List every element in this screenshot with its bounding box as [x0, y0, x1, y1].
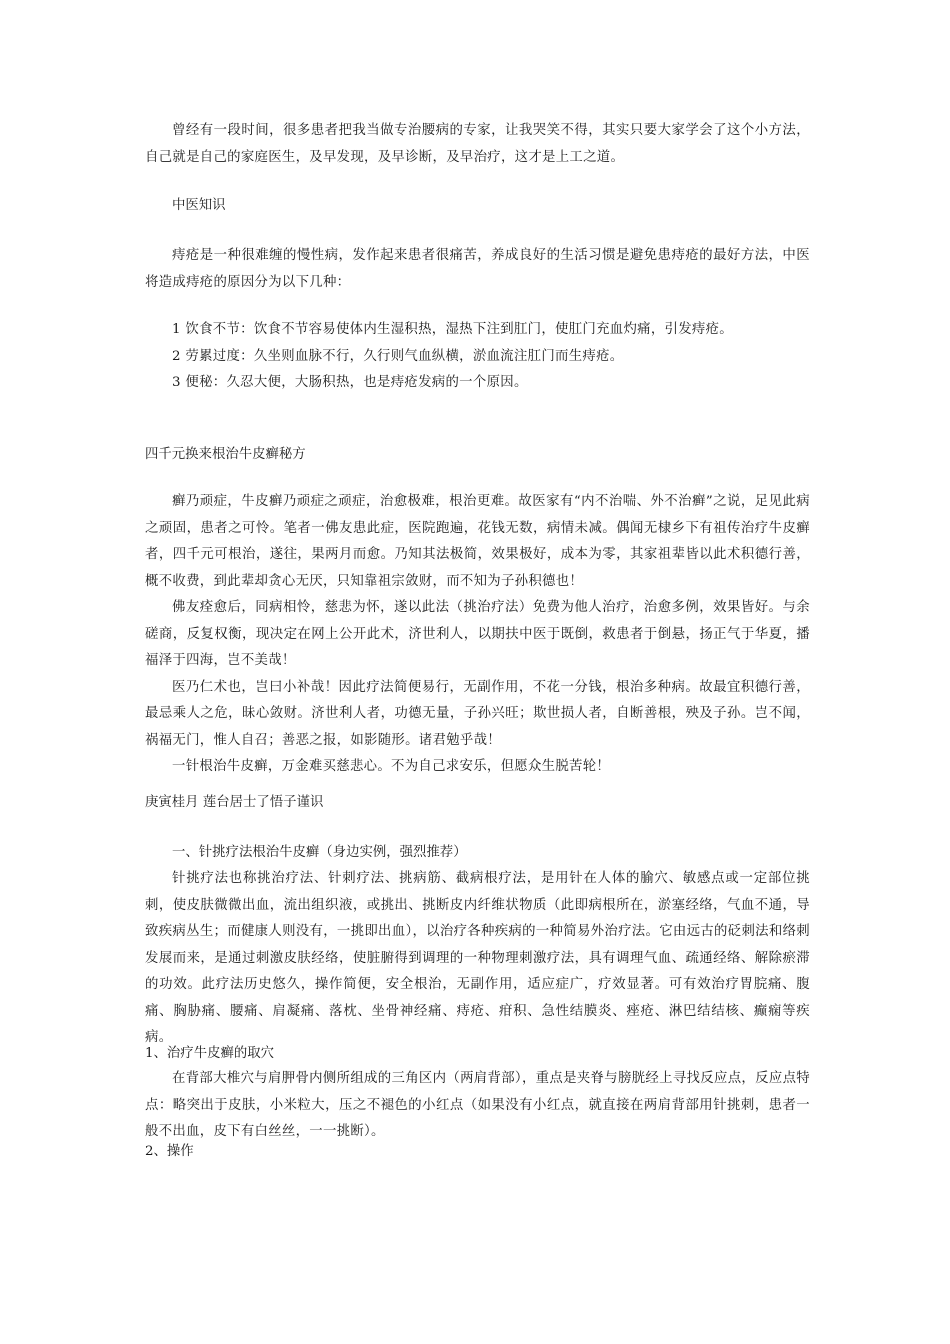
signature: 庚寅桂月 莲台居士了悟子谨识 [145, 795, 324, 810]
secret-paragraph: 一针根治牛皮癣，万金难买慈悲心。不为自己求安乐，但愿众生脱苦轮！ [172, 759, 611, 774]
secret-section [145, 489, 810, 781]
operation-heading: 2、操作 [145, 1144, 194, 1159]
list-item: 3 便秘：久忍大便，大肠积热，也是痔疮发病的一个原因。 [172, 375, 528, 390]
secret-heading: 四千元换来根治牛皮癣秘方 [145, 447, 306, 462]
tcm-paragraph: 痔疮是一种很难缠的慢性病，发作起来患者很痛苦，养成良好的生活习惯是避免患痔疮的最好方法，中医将造成痔疮的原因分为以下几种： [145, 248, 810, 290]
causes-list [145, 317, 810, 397]
secret-paragraph: 医乃仁术也，岂曰小补哉！因此疗法简便易行，无副作用，不花一分钱，根治多种病。故最宜积德行善，最忌乘人之危，昧心敛财。济世利人者，功德无量，子孙兴旺；欺世损人者，自断善根，殃及子孙。岂不闻，祸福无门，惟人自召；善恶之报，如影随形。诸君勉乎哉！ [145, 679, 810, 748]
acupoint-paragraph: 在背部大椎穴与肩胛骨内侧所组成的三角区内（两肩背部），重点是夹脊与膀胱经上寻找反应点，反应点特点：略突出于皮肤，小米粒大，压之不褪色的小红点（如果没有小红点，就直接在两肩背部用针挑刺，患者一般不出血，皮下有白丝丝，一一挑断）。 [145, 1071, 810, 1139]
list-item: 2 劳累过度：久坐则血脉不行，久行则气血纵横，淤血流注肛门而生痔疮。 [172, 348, 624, 364]
list-item: 1 饮食不节：饮食不节容易使体内生湿积热，湿热下注到肛门，使肛门充血灼痛，引发痔疮。 [172, 322, 733, 337]
secret-paragraph: 癣乃顽症，牛皮癣乃顽症之顽症，治愈极难，根治更难。故医家有“内不治喘、外不治癣”之说，足见此病之顽固，患者之可怜。笔者一佛友患此症，医院跑遍，花钱无数，病情未减。偶闻无棣乡下有祖传治疗牛皮癣者，四千元可根治，遂往，果两月而愈。乃知其法极简，效果极好，成本为零，其家祖辈皆以此术积德行善，概不收费，到此辈却贪心无厌，只知靠祖宗敛财，而不知为子孙积德也！ [145, 494, 810, 589]
acupoint-heading: 1、治疗牛皮癣的取穴 [145, 1046, 275, 1061]
secret-paragraph: 佛友痊愈后，同病相怜，慈悲为怀，遂以此法（挑治疗法）免费为他人治疗，治愈多例，效果皆好。与余磋商，反复权衡，现决定在网上公开此术，济世利人，以期扶中医于既倒，救患者于倒悬，扬正气于华夏，播福泽于四海，岂不美哉！ [145, 600, 810, 668]
tcm-heading: 中医知识 [172, 198, 226, 213]
method-paragraph: 针挑疗法也称挑治疗法、针刺疗法、挑病筋、截病根疗法，是用针在人体的腧穴、敏感点或一定部位挑刺，使皮肤微微出血，流出组织液，或挑出、挑断皮内纤维状物质（此即病根所在，淤塞经络，气血不通，导致疾病丛生；而健康人则没有，一挑即出血），以治疗各种疾病的一种简易外治疗法。它由远古的砭刺法和络刺发展而来，是通过刺激皮肤经络，使脏腑得到调理的一种物理刺激疗法，具有调理气血、疏通经络、解除瘀滞的功效。此疗法历史悠久，操作简便，安全根治，无副作用，适应症广，疗效显著。可有效治疗胃脘痛、腹痛、胸胁痛、腰痛、肩凝痛、落枕、坐骨神经痛、痔疮、疳积、急性结膜炎、痤疮、淋巴结结核、癫痫等疾病。 [145, 871, 810, 1045]
intro-paragraph: 曾经有一段时间，很多患者把我当做专治腰病的专家，让我哭笑不得，其实只要大家学会了这个小方法，自己就是自己的家庭医生，及早发现，及早诊断，及早治疗，这才是上工之道。 [145, 123, 810, 165]
method-heading: 一、针挑疗法根治牛皮癣（身边实例，强烈推荐） [172, 845, 467, 860]
